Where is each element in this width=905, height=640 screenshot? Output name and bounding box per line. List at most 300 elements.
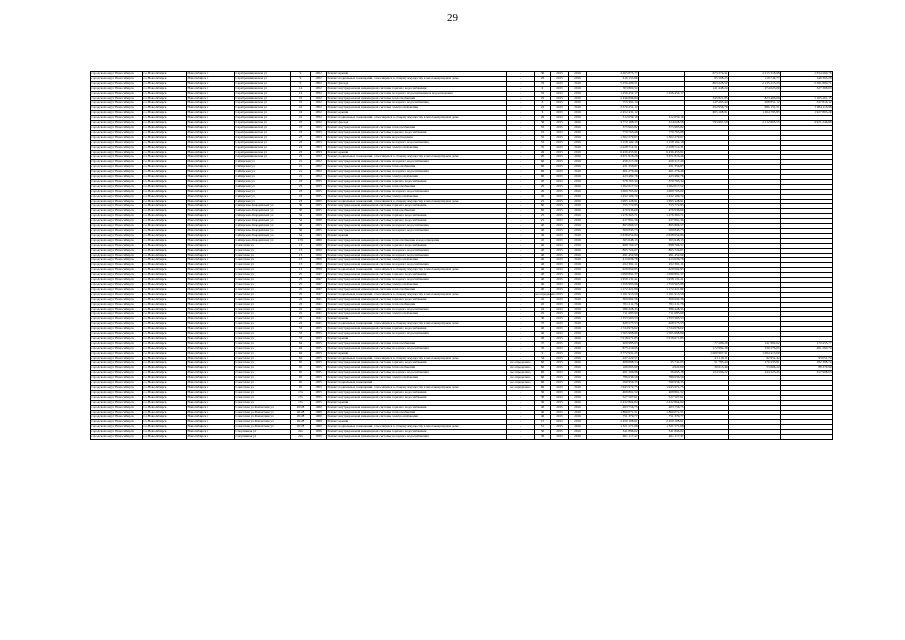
- wear-percent-cell: 55: [535, 140, 551, 145]
- year-built-cell: 1955: [311, 199, 327, 204]
- start-year-cell: 2015: [551, 297, 569, 302]
- end-year-cell: 2016: [569, 76, 587, 81]
- end-year-cell: 2016: [569, 327, 587, 332]
- municipality-cell: городской округ Новосибирск: [91, 366, 143, 371]
- budget-cost-cell: 893 228,52: [685, 81, 729, 86]
- work-type-cell: Ремонт внутридомовой инженерной системы горячего водоснабжения: [327, 430, 507, 435]
- start-year-cell: 2015: [551, 76, 569, 81]
- end-year-cell: 2016: [569, 243, 587, 248]
- end-year-cell: 2016: [569, 415, 587, 420]
- wear-note-cell: -: [507, 121, 535, 126]
- end-year-cell: 2016: [569, 302, 587, 307]
- municipality-cell: городской округ Новосибирск: [91, 233, 143, 238]
- year-built-cell: 1952: [311, 116, 327, 121]
- municipality-cell: городской округ Новосибирск: [91, 346, 143, 351]
- total-cost-cell: 379 765,34: [587, 179, 639, 184]
- fund-cost-cell: 1 353 563,53: [639, 317, 685, 322]
- fund-cost-cell: 1 362 279,67: [639, 135, 685, 140]
- fund-cost-cell: 2 228 712,31: [639, 145, 685, 150]
- wear-percent-cell: 60: [535, 371, 551, 376]
- wear-percent-cell: 20: [535, 179, 551, 184]
- city-cell: Новосибирск г: [187, 415, 235, 420]
- city-cell: Новосибирск г: [187, 76, 235, 81]
- end-year-cell: 2016: [569, 366, 587, 371]
- work-type-cell: Ремонт крыши: [327, 420, 507, 425]
- street-cell: Советская ул: [235, 366, 291, 371]
- wear-percent-cell: 40: [535, 287, 551, 292]
- total-cost-cell: 2 452 431,12: [587, 111, 639, 116]
- municipality-cell: городской округ Новосибирск: [91, 165, 143, 170]
- start-year-cell: 2015: [551, 282, 569, 287]
- city-cell: Новосибирск г: [187, 224, 235, 229]
- start-year-cell: 2015: [551, 238, 569, 243]
- fund-cost-cell: 711 683,99: [639, 312, 685, 317]
- wear-note-cell: -: [507, 302, 535, 307]
- end-year-cell: 2016: [569, 165, 587, 170]
- year-built-cell: 1955: [311, 327, 327, 332]
- start-year-cell: 2015: [551, 194, 569, 199]
- municipality-cell: городской округ Новосибирск: [91, 361, 143, 366]
- house-number-cell: 64: [291, 341, 311, 346]
- municipality-cell: городской округ Новосибирск: [91, 400, 143, 405]
- wear-note-cell: -: [507, 116, 535, 121]
- city-cell: Новосибирск г: [187, 238, 235, 243]
- wear-percent-cell: 40: [535, 229, 551, 234]
- end-year-cell: 2016: [569, 145, 587, 150]
- wear-percent-cell: 25: [535, 96, 551, 101]
- total-cost-cell: 1 353 563,53: [587, 317, 639, 322]
- settlement-cell: г.о.Новосибирск: [143, 307, 187, 312]
- house-number-cell: 25: [291, 287, 311, 292]
- city-cell: Новосибирск г: [187, 72, 235, 77]
- owner-cost-cell: 2 135 215,23: [729, 81, 781, 86]
- end-year-cell: 2016: [569, 189, 587, 194]
- city-cell: Новосибирск г: [187, 336, 235, 341]
- city-cell: Новосибирск г: [187, 253, 235, 258]
- work-type-cell: Ремонт внутридомовой инженерной системы горячего водоснабжения: [327, 243, 507, 248]
- municipality-cell: городской округ Новосибирск: [91, 356, 143, 361]
- year-built-cell: 1952: [311, 165, 327, 170]
- city-cell: Новосибирск г: [187, 302, 235, 307]
- year-built-cell: 1955: [311, 351, 327, 356]
- municipality-cell: городской округ Новосибирск: [91, 317, 143, 322]
- other-cost-cell: 337 816,12: [781, 101, 833, 106]
- end-year-cell: 2016: [569, 86, 587, 91]
- table-row: [91, 435, 833, 440]
- house-number-cell: 159: [291, 238, 311, 243]
- start-year-cell: 2015: [551, 346, 569, 351]
- other-cost-cell: 1 927 865,29: [781, 111, 833, 116]
- year-built-cell: 1960: [311, 420, 327, 425]
- end-year-cell: 2016: [569, 179, 587, 184]
- wear-percent-cell: 40: [535, 415, 551, 420]
- municipality-cell: городской округ Новосибирск: [91, 199, 143, 204]
- wear-note-cell: -: [507, 101, 535, 106]
- wear-note-cell: -: [507, 76, 535, 81]
- settlement-cell: г.о.Новосибирск: [143, 106, 187, 111]
- wear-percent-cell: 60: [535, 381, 551, 386]
- city-cell: Новосибирск г: [187, 390, 235, 395]
- end-year-cell: 2016: [569, 135, 587, 140]
- municipality-cell: городской округ Новосибирск: [91, 307, 143, 312]
- municipality-cell: городской округ Новосибирск: [91, 175, 143, 180]
- wear-percent-cell: 46: [535, 268, 551, 273]
- city-cell: Новосибирск г: [187, 96, 235, 101]
- municipality-cell: городской округ Новосибирск: [91, 336, 143, 341]
- total-cost-cell: 3 671 816,29: [587, 155, 639, 160]
- year-built-cell: 1950: [311, 263, 327, 268]
- work-type-cell: Ремонт внутридомовой инженерной системы горячего водоснабжения: [327, 219, 507, 224]
- budget-cost-cell: 51 785,44: [685, 361, 729, 366]
- house-number-cell: 36: [291, 229, 311, 234]
- settlement-cell: г.о.Новосибирск: [143, 209, 187, 214]
- settlement-cell: г.о.Новосибирск: [143, 204, 187, 209]
- year-built-cell: 1952: [311, 96, 327, 101]
- street-cell: Серебренниковская ул: [235, 145, 291, 150]
- house-number-cell: 64: [291, 356, 311, 361]
- wear-percent-cell: 30: [535, 72, 551, 77]
- owner-cost-cell: 823 406,06: [729, 96, 781, 101]
- start-year-cell: 2015: [551, 376, 569, 381]
- total-cost-cell: 590 956,35: [587, 381, 639, 386]
- work-type-cell: Ремонт подвальных помещений, относящихся к общему имуществу в многоквартирном доме: [327, 116, 507, 121]
- house-number-cell: 22: [291, 302, 311, 307]
- fund-cost-cell: 375 965,82: [639, 125, 685, 130]
- work-type-cell: Ремонт внутридомовой инженерной системы горячего водоснабжения: [327, 214, 507, 219]
- fund-cost-cell: 1 724 976,62: [639, 327, 685, 332]
- wear-percent-cell: 49: [535, 150, 551, 155]
- year-built-cell: 1955: [311, 390, 327, 395]
- fund-cost-cell: 1 256 452,17: [639, 91, 685, 96]
- settlement-cell: г.о.Новосибирск: [143, 302, 187, 307]
- end-year-cell: 2016: [569, 175, 587, 180]
- year-built-cell: 1941: [311, 307, 327, 312]
- wear-note-cell: не определено: [507, 366, 535, 371]
- wear-note-cell: -: [507, 322, 535, 327]
- house-number-cell: 26/28: [291, 425, 311, 430]
- city-cell: Новосибирск г: [187, 268, 235, 273]
- street-cell: Советская ул.Ремонтная ул: [235, 410, 291, 415]
- settlement-cell: г.о.Новосибирск: [143, 386, 187, 391]
- settlement-cell: г.о.Новосибирск: [143, 170, 187, 175]
- street-cell: Серебренниковская ул: [235, 125, 291, 130]
- year-built-cell: 1960: [311, 415, 327, 420]
- start-year-cell: 2015: [551, 81, 569, 86]
- settlement-cell: г.о.Новосибирск: [143, 160, 187, 165]
- total-cost-cell: 755 391,14: [587, 101, 639, 106]
- settlement-cell: г.о.Новосибирск: [143, 135, 187, 140]
- work-type-cell: Ремонт внутридомовой инженерной системы электроснабжения: [327, 175, 507, 180]
- wear-note-cell: -: [507, 111, 535, 116]
- municipality-cell: городской округ Новосибирск: [91, 390, 143, 395]
- wear-note-cell: -: [507, 327, 535, 332]
- city-cell: Новосибирск г: [187, 395, 235, 400]
- municipality-cell: городской округ Новосибирск: [91, 96, 143, 101]
- street-cell: Советская ул: [235, 381, 291, 386]
- owner-cost-cell: 2 112 865,53: [729, 121, 781, 126]
- year-built-cell: 1955: [311, 184, 327, 189]
- work-type-cell: Ремонт внутридомовой инженерной системы холодного водоснабжения: [327, 248, 507, 253]
- city-cell: Новосибирск г: [187, 101, 235, 106]
- year-built-cell: 1941: [311, 297, 327, 302]
- city-cell: Новосибирск г: [187, 317, 235, 322]
- wear-percent-cell: 35: [535, 346, 551, 351]
- year-built-cell: 1947: [311, 278, 327, 283]
- settlement-cell: г.о.Новосибирск: [143, 356, 187, 361]
- house-number-cell: 22: [291, 307, 311, 312]
- start-year-cell: 2015: [551, 361, 569, 366]
- work-type-cell: Ремонт подвальных помещений, относящихся к общему имуществу в многоквартирном доме: [327, 356, 507, 361]
- wear-note-cell: -: [507, 395, 535, 400]
- start-year-cell: 2015: [551, 145, 569, 150]
- work-type-cell: Ремонт внутридомовой инженерной системы горячего водоснабжения: [327, 204, 507, 209]
- wear-percent-cell: 40: [535, 278, 551, 283]
- house-number-cell: 34: [291, 219, 311, 224]
- street-cell: Серебренниковская ул: [235, 130, 291, 135]
- street-cell: Советская ул: [235, 302, 291, 307]
- settlement-cell: г.о.Новосибирск: [143, 91, 187, 96]
- total-cost-cell: 468 688,53: [587, 361, 639, 366]
- fund-cost-cell: 1 995 128,91: [639, 199, 685, 204]
- street-cell: Сибирская ул: [235, 184, 291, 189]
- end-year-cell: 2016: [569, 386, 587, 391]
- wear-percent-cell: 37: [535, 341, 551, 346]
- end-year-cell: 2016: [569, 214, 587, 219]
- wear-note-cell: -: [507, 155, 535, 160]
- total-cost-cell: 2 436 896,84: [587, 96, 639, 101]
- end-year-cell: 2016: [569, 361, 587, 366]
- settlement-cell: г.о.Новосибирск: [143, 145, 187, 150]
- fund-cost-cell: 629 664,85: [639, 268, 685, 273]
- wear-percent-cell: 30: [535, 395, 551, 400]
- street-cell: Советская ул.Ремонтная ул: [235, 425, 291, 430]
- settlement-cell: г.о.Новосибирск: [143, 253, 187, 258]
- budget-cost-cell: 793 967,59: [685, 121, 729, 126]
- end-year-cell: 2016: [569, 297, 587, 302]
- house-number-cell: 22: [291, 312, 311, 317]
- city-cell: Новосибирск г: [187, 184, 235, 189]
- settlement-cell: г.о.Новосибирск: [143, 371, 187, 376]
- fund-cost-cell: 1 945 972,75: [639, 386, 685, 391]
- start-year-cell: 2015: [551, 189, 569, 194]
- fund-cost-cell: 865 866,57: [639, 224, 685, 229]
- house-number-cell: 23: [291, 189, 311, 194]
- wear-note-cell: -: [507, 282, 535, 287]
- work-type-cell: Ремонт подвальных помещений, относящихся к общему имуществу в многоквартирном доме: [327, 425, 507, 430]
- house-number-cell: 25: [291, 278, 311, 283]
- house-number-cell: 16: [291, 116, 311, 121]
- fund-cost-cell: 1 158 162,18: [639, 140, 685, 145]
- city-cell: Новосибирск г: [187, 381, 235, 386]
- house-number-cell: 22: [291, 297, 311, 302]
- wear-note-cell: -: [507, 145, 535, 150]
- end-year-cell: 2016: [569, 258, 587, 263]
- end-year-cell: 2016: [569, 341, 587, 346]
- city-cell: Новосибирск г: [187, 125, 235, 130]
- owner-cost-cell: 274 623,69: [729, 86, 781, 91]
- fund-cost-cell: 1 359 965,86: [639, 282, 685, 287]
- work-type-cell: Ремонт внутридомовой инженерной системы холодного водоснабжения: [327, 263, 507, 268]
- settlement-cell: г.о.Новосибирск: [143, 263, 187, 268]
- start-year-cell: 2015: [551, 248, 569, 253]
- municipality-cell: городской округ Новосибирск: [91, 145, 143, 150]
- fund-cost-cell: 491 452,99: [639, 253, 685, 258]
- year-built-cell: 1955: [311, 376, 327, 381]
- fund-cost-cell: 124 028,56: [639, 121, 685, 126]
- street-cell: Советская ул: [235, 390, 291, 395]
- work-type-cell: Ремонт внутридомовой инженерной системы горячего водоснабжения: [327, 395, 507, 400]
- fund-cost-cell: 4 922,60: [639, 366, 685, 371]
- start-year-cell: 2015: [551, 258, 569, 263]
- city-cell: Новосибирск г: [187, 199, 235, 204]
- settlement-cell: г.о.Новосибирск: [143, 72, 187, 77]
- work-type-cell: Ремонт внутридомовой инженерной системы горячего водоснабжения: [327, 86, 507, 91]
- wear-percent-cell: 40: [535, 248, 551, 253]
- municipality-cell: городской округ Новосибирск: [91, 76, 143, 81]
- budget-cost-cell: 41 119,11: [685, 356, 729, 361]
- house-number-cell: 13: [291, 253, 311, 258]
- wear-note-cell: -: [507, 425, 535, 430]
- street-cell: Советская ул: [235, 253, 291, 258]
- settlement-cell: г.о.Новосибирск: [143, 111, 187, 116]
- street-cell: Советская ул: [235, 317, 291, 322]
- start-year-cell: 2015: [551, 243, 569, 248]
- municipality-cell: городской округ Новосибирск: [91, 376, 143, 381]
- municipality-cell: городской округ Новосибирск: [91, 381, 143, 386]
- city-cell: Новосибирск г: [187, 135, 235, 140]
- total-cost-cell: 527 507,61: [587, 395, 639, 400]
- wear-note-cell: -: [507, 130, 535, 135]
- municipality-cell: городской округ Новосибирск: [91, 170, 143, 175]
- start-year-cell: 2015: [551, 307, 569, 312]
- year-built-cell: 1952: [311, 86, 327, 91]
- settlement-cell: г.о.Новосибирск: [143, 101, 187, 106]
- work-type-cell: Ремонт крыши: [327, 351, 507, 356]
- year-built-cell: 1960: [311, 405, 327, 410]
- work-type-cell: Ремонт внутридомовой инженерной системы горячего водоснабжения: [327, 405, 507, 410]
- wear-note-cell: -: [507, 248, 535, 253]
- end-year-cell: 2016: [569, 248, 587, 253]
- wear-percent-cell: 25: [535, 199, 551, 204]
- year-built-cell: 1952: [311, 111, 327, 116]
- end-year-cell: 2016: [569, 72, 587, 77]
- wear-percent-cell: 37: [535, 322, 551, 327]
- city-cell: Новосибирск г: [187, 170, 235, 175]
- work-type-cell: Ремонт крыши: [327, 72, 507, 77]
- fund-cost-cell: 7 018 671,85: [639, 336, 685, 341]
- total-cost-cell: 865 724,67: [587, 248, 639, 253]
- work-type-cell: Ремонт крыши: [327, 317, 507, 322]
- end-year-cell: 2016: [569, 91, 587, 96]
- total-cost-cell: 2 638 654,84: [587, 233, 639, 238]
- city-cell: Новосибирск г: [187, 214, 235, 219]
- year-built-cell: 1952: [311, 91, 327, 96]
- house-number-cell: 25: [291, 292, 311, 297]
- total-cost-cell: 1 995 128,91: [587, 199, 639, 204]
- start-year-cell: 2015: [551, 86, 569, 91]
- city-cell: Новосибирск г: [187, 165, 235, 170]
- total-cost-cell: 452 361,11: [587, 263, 639, 268]
- municipality-cell: городской округ Новосибирск: [91, 420, 143, 425]
- fund-cost-cell: 56 695,18: [639, 371, 685, 376]
- start-year-cell: 2015: [551, 410, 569, 415]
- work-type-cell: Ремонт внутридомовой инженерной системы холодного водоснабжения: [327, 140, 507, 145]
- city-cell: Новосибирск г: [187, 425, 235, 430]
- fund-cost-cell: 590 956,35: [639, 381, 685, 386]
- wear-percent-cell: 20: [535, 194, 551, 199]
- end-year-cell: 2016: [569, 194, 587, 199]
- work-type-cell: Ремонт внутридомовой инженерной системы теплоснабжения: [327, 96, 507, 101]
- street-cell: Серебренниковская ул: [235, 106, 291, 111]
- street-cell: Серебренниковская ул: [235, 81, 291, 86]
- house-number-cell: 23: [291, 140, 311, 145]
- municipality-cell: городской округ Новосибирск: [91, 258, 143, 263]
- year-built-cell: 1947: [311, 273, 327, 278]
- wear-note-cell: не определено: [507, 381, 535, 386]
- start-year-cell: 2015: [551, 253, 569, 258]
- start-year-cell: 2015: [551, 336, 569, 341]
- house-number-cell: 14: [291, 86, 311, 91]
- total-cost-cell: 461 276,49: [587, 170, 639, 175]
- work-type-cell: Ремонт крыши: [327, 233, 507, 238]
- start-year-cell: 2015: [551, 72, 569, 77]
- work-type-cell: Ремонт внутридомовой инженерной системы теплоснабжения: [327, 287, 507, 292]
- work-type-cell: Ремонт внутридомовой инженерной системы электроснабжения: [327, 194, 507, 199]
- house-number-cell: 17a: [291, 390, 311, 395]
- year-built-cell: 1955: [311, 356, 327, 361]
- end-year-cell: 2016: [569, 125, 587, 130]
- work-type-cell: Ремонт внутридомовой инженерной системы теплоснабжения: [327, 302, 507, 307]
- wear-note-cell: -: [507, 268, 535, 273]
- owner-cost-cell: 92 951,42: [729, 356, 781, 361]
- settlement-cell: г.о.Новосибирск: [143, 327, 187, 332]
- street-cell: Советская ул: [235, 273, 291, 278]
- start-year-cell: 2015: [551, 96, 569, 101]
- work-type-cell: Ремонт внутридомовой инженерной системы холодного водоснабжения: [327, 371, 507, 376]
- wear-percent-cell: 30: [535, 400, 551, 405]
- other-cost-cell: 149 365,28: [781, 76, 833, 81]
- settlement-cell: г.о.Новосибирск: [143, 116, 187, 121]
- year-built-cell: 1955: [311, 400, 327, 405]
- fund-cost-cell: 786 636,59: [639, 376, 685, 381]
- work-type-cell: Ремонт подвальных помещений, относящихся к общему имуществу в многоквартирном доме: [327, 268, 507, 273]
- city-cell: Новосибирск г: [187, 346, 235, 351]
- street-cell: Сибирская ул: [235, 199, 291, 204]
- work-type-cell: Ремонт крыши: [327, 150, 507, 155]
- street-cell: Советская ул: [235, 322, 291, 327]
- total-cost-cell: 711 683,99: [587, 312, 639, 317]
- work-type-cell: Ремонт внутридомовой инженерной системы электроснабжения: [327, 106, 507, 111]
- fund-cost-cell: 1 452 169,70: [639, 194, 685, 199]
- end-year-cell: 2016: [569, 273, 587, 278]
- budget-cost-cell: 452 956,70: [685, 106, 729, 111]
- wear-note-cell: -: [507, 341, 535, 346]
- wear-percent-cell: 30: [535, 121, 551, 126]
- other-cost-cell: [781, 435, 833, 440]
- house-number-cell: 25: [291, 273, 311, 278]
- other-cost-cell: 2 581 800,71: [781, 81, 833, 86]
- wear-note-cell: -: [507, 165, 535, 170]
- year-built-cell: 1950: [311, 243, 327, 248]
- settlement-cell: г.о.Новосибирск: [143, 376, 187, 381]
- city-cell: Новосибирск г: [187, 155, 235, 160]
- wear-note-cell: -: [507, 233, 535, 238]
- year-built-cell: 1966: [311, 238, 327, 243]
- work-register-table-container: [90, 71, 832, 440]
- settlement-cell: г.о.Новосибирск: [143, 361, 187, 366]
- year-built-cell: 1952: [311, 175, 327, 180]
- municipality-cell: городской округ Новосибирск: [91, 248, 143, 253]
